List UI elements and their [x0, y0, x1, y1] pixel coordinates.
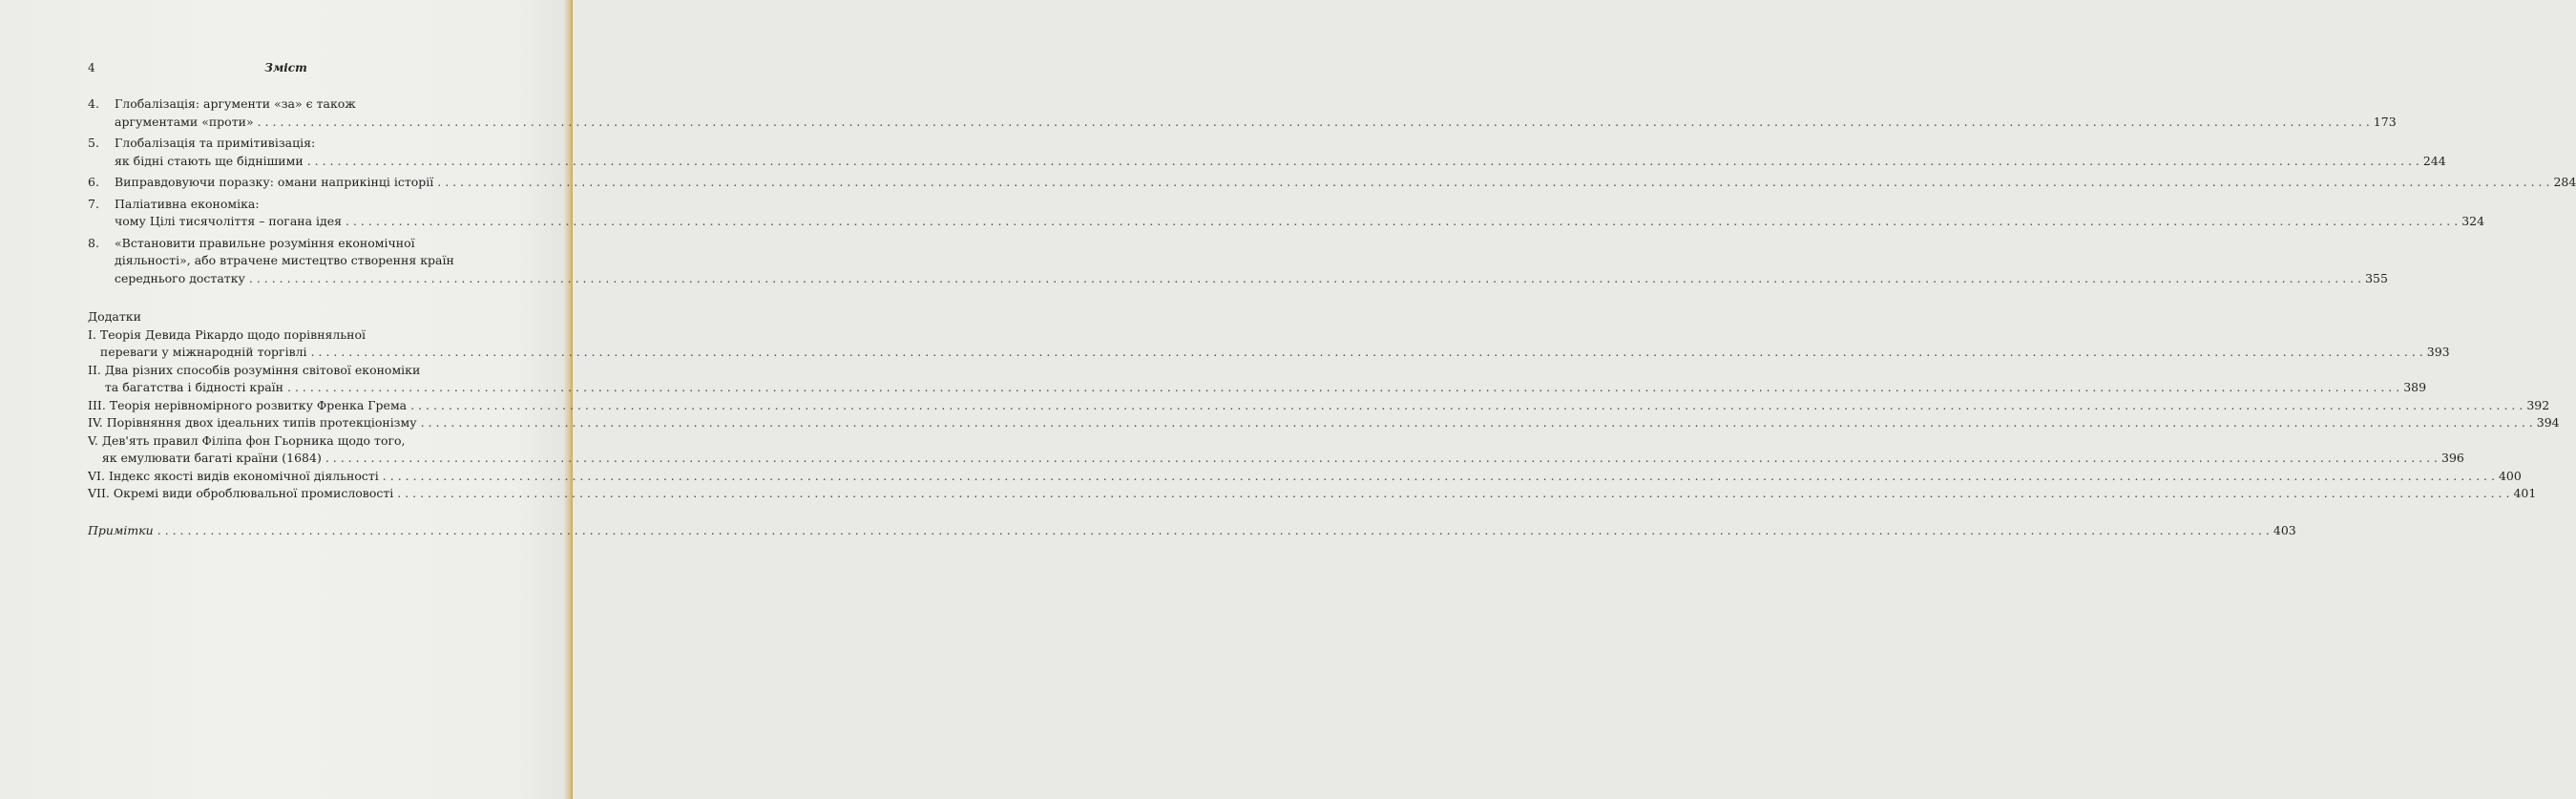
entry-number: 6.	[88, 175, 99, 189]
appendix-number: VI.	[88, 468, 105, 483]
entry-text: як емулювати багаті країни (1684)	[101, 451, 322, 465]
appendix-heading: Додатки	[88, 309, 141, 324]
running-header	[88, 61, 484, 80]
appendix-number: VII.	[88, 486, 110, 500]
appendix-number: I.	[88, 326, 96, 342]
appendix-list	[88, 326, 2560, 503]
entry-text: Індекс якості видів економічної діяльності	[108, 468, 379, 483]
entry-text: аргументами «проти»	[115, 114, 254, 129]
appendix-entry	[88, 362, 2427, 397]
entry-page: 393	[2426, 345, 2450, 359]
entry-page: 394	[2536, 415, 2560, 430]
entry-text: середнього достатку	[115, 270, 245, 285]
appendix-number: V.	[88, 432, 98, 448]
toc-entry	[88, 174, 2576, 192]
leader-dots	[287, 379, 2399, 397]
notes-label: Примітки	[88, 522, 154, 537]
entry-text: як бідні стають ще біднішими	[115, 153, 304, 168]
appendix-number: III.	[88, 397, 106, 412]
entry-text: чому Цілі тисячоліття – погана ідея	[115, 214, 343, 228]
entry-text: Паліативна економіка:	[115, 196, 260, 211]
entry-page: 392	[2526, 397, 2550, 412]
entry-number: 5.	[88, 136, 99, 150]
entry-text: Глобалізація та примітивізація:	[115, 136, 316, 150]
appendix-entry	[88, 326, 2450, 362]
entry-page: 244	[2422, 153, 2446, 168]
entry-text: та багатства і бідності країн	[104, 380, 284, 394]
leader-dots	[307, 153, 2419, 171]
page-number: 4	[88, 61, 95, 74]
entry-page: 324	[2461, 214, 2485, 228]
leader-dots	[410, 397, 2523, 415]
appendix-entry	[88, 485, 2537, 503]
entry-text: переваги у міжнародній торгівлі	[99, 345, 307, 359]
entry-text: Виправдовуючи поразку: омани наприкінці історії	[115, 175, 434, 189]
leader-dots	[397, 485, 2509, 503]
appendix-number: IV.	[88, 415, 103, 430]
notes-page: 403	[2272, 522, 2296, 537]
appendix-number: II.	[88, 362, 101, 377]
entry-text: діяльності», або втрачене мистецтво створення країн	[115, 253, 454, 267]
entry-text: Дев'ять правил Філіпа фон Гьорника щодо того,	[101, 432, 406, 448]
entry-text: Два різних способів розуміння світової економіки	[104, 362, 421, 377]
page-title: Зміст	[264, 61, 307, 74]
leader-dots	[258, 114, 2370, 132]
entry-page: 284	[2553, 175, 2576, 189]
entry-page: 355	[2365, 270, 2388, 285]
entry-page: 396	[2441, 451, 2464, 465]
appendix-entry	[88, 432, 2464, 468]
appendix-entry	[88, 414, 2560, 432]
leader-dots	[311, 344, 2423, 362]
leader-dots	[157, 522, 2270, 540]
leader-dots	[325, 450, 2438, 468]
entry-number: 7.	[88, 196, 99, 211]
entry-text: Глобалізація: аргументи «за» є також	[115, 96, 356, 111]
entry-number: 4.	[88, 96, 99, 111]
appendix-entry	[88, 468, 2522, 486]
leader-dots	[346, 213, 2458, 231]
entry-text: Теорія нерівномірного розвитку Френка Грема	[109, 397, 408, 412]
appendix-entry	[88, 397, 2550, 415]
toc-entry	[88, 196, 2485, 231]
chapter-list	[88, 95, 2576, 287]
entry-text: Теорія Девида Рікардо щодо порівняльної	[99, 326, 367, 342]
entry-page: 400	[2498, 468, 2522, 483]
entry-page: 401	[2513, 486, 2537, 500]
leader-dots	[437, 174, 2549, 192]
table-of-contents	[88, 95, 2576, 539]
entry-text: Окремі види оброблювальної промисловості	[113, 486, 394, 500]
entry-page: 173	[2373, 114, 2397, 129]
toc-entry	[88, 135, 2446, 170]
entry-number: 8.	[88, 235, 99, 250]
entry-page: 389	[2403, 380, 2427, 394]
leader-dots	[249, 270, 2361, 288]
leader-dots	[383, 468, 2495, 486]
notes-entry	[88, 522, 2296, 540]
entry-text: Порівняння двох ідеальних типів протекціонізму	[106, 415, 417, 430]
toc-entry	[88, 95, 2397, 131]
leader-dots	[421, 414, 2533, 432]
entry-text: «Встановити правильне розуміння економічної	[115, 235, 415, 250]
toc-entry	[88, 235, 2388, 288]
